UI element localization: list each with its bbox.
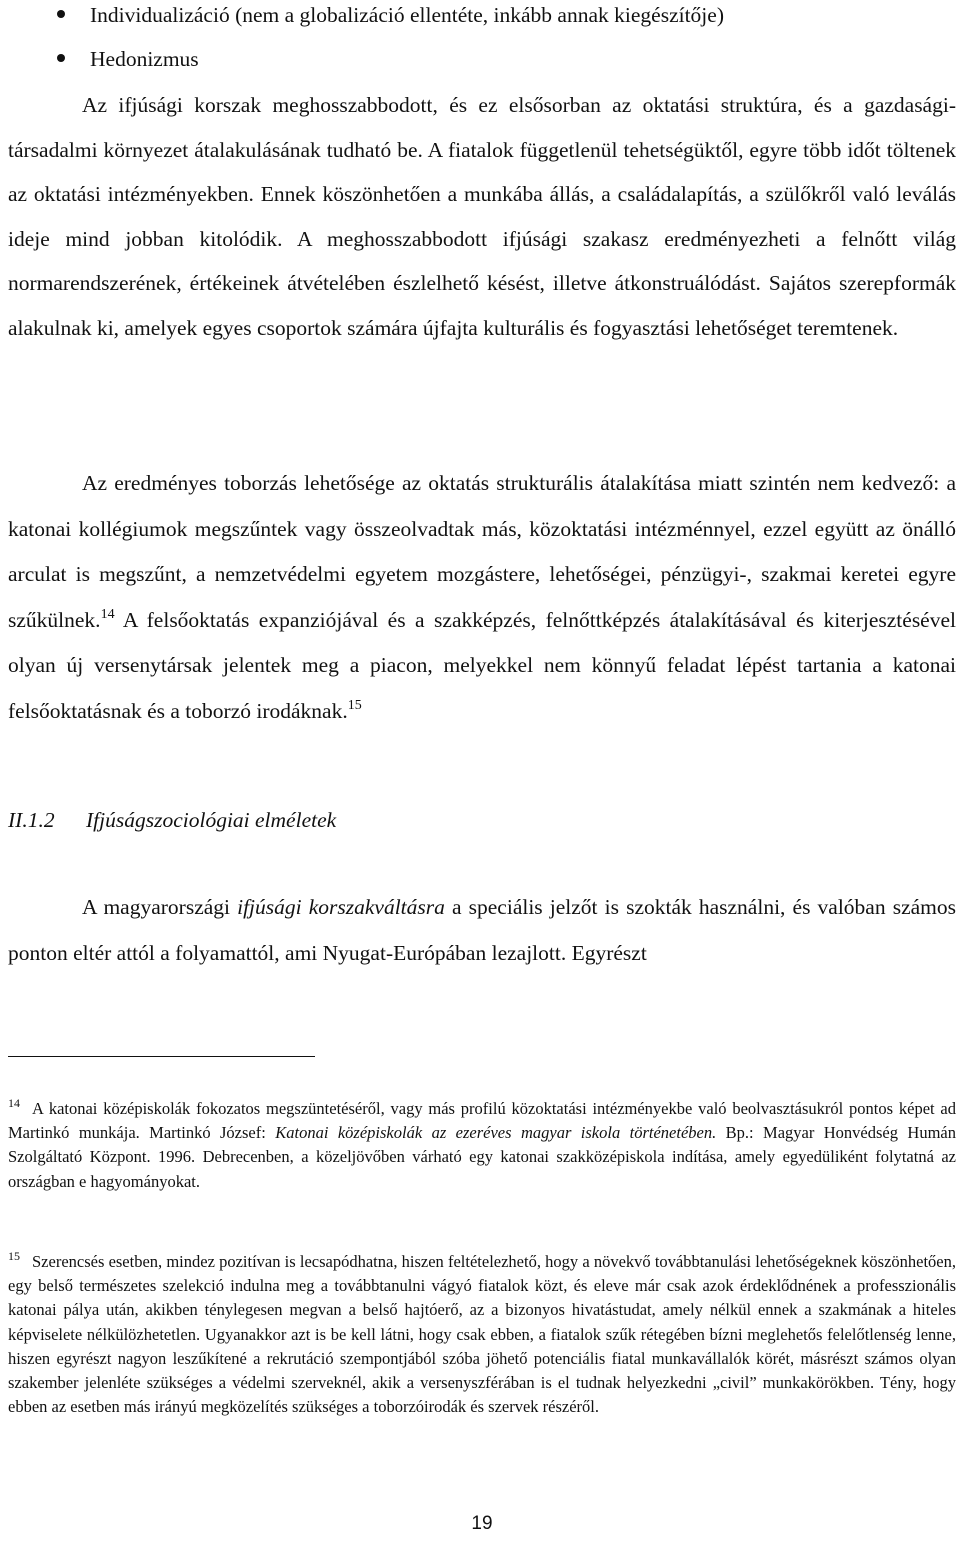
bullet-list <box>8 0 724 88</box>
bullet-item-hedonism <box>8 44 724 88</box>
section-heading <box>8 808 336 833</box>
footnote-separator <box>8 1056 315 1057</box>
bullet-dot-icon <box>57 54 65 62</box>
paragraph-text: A magyarországi <box>82 895 238 919</box>
footnote-reference-14[interactable]: 14 <box>100 606 115 622</box>
footnote-15 <box>8 1250 956 1419</box>
paragraph-text: A felsőoktatás expanziójával és a szakképzés, felnőttképzés átalakításával és kiterjesztésével olyan új versenytársak jelentek meg a piacon, melyekkel nem könnyű feladat lépést tartania a katonai felsőoktatásnak és a toborzó irodáknak. <box>8 607 956 723</box>
bullet-text: Individualizáció (nem a globalizáció ellentéte, inkább annak kiegészítője) <box>90 3 724 27</box>
bullet-text: Hedonizmus <box>90 47 199 71</box>
footnote-mark: 15 <box>8 1249 20 1263</box>
footnote-14 <box>8 1097 956 1194</box>
footnote-text: A katonai középiskolák fokozatos megszüntetéséről, vagy más profilú közoktatási intézményekbe való beolvasztásukról pontos képet ad Martinkó munkája. Martinkó József: <box>8 1099 956 1143</box>
footnote-text: Bp.: Magyar Honvédség Humán Szolgáltató Központ. 1996. Debrecenben, a közeljövőben várható egy katonai szakközépiskola indítása, amely egyedüliként folytatná az országban e hagyományokat. <box>8 1123 956 1191</box>
paragraph-text: a speciális jelzőt is szokták használni, és valóban számos ponton eltér attól a folyamattól, ami Nyugat-Európában lezajlott. Egyrészt <box>8 895 956 965</box>
paragraph-text: Az eredményes toborzás lehetősége az oktatás strukturális átalakítása miatt szintén nem kedvező: a katonai kollégiumok megszűntek vagy összeolvadtak más, közoktatási intézménnyel, ezzel együtt az önálló arculat is megszűnt, a nemzetvédelmi egyetem mozgástere, lehetőségei, pénzügyi-, szakmai keretei egyre szűkülnek. <box>8 471 956 632</box>
paragraph-recruitment <box>8 461 956 734</box>
bullet-dot-icon <box>57 10 65 18</box>
section-number: II.1.2 <box>8 808 55 832</box>
emphasized-term: ifjúsági korszakváltásra <box>237 895 445 919</box>
bullet-item-individualization <box>8 0 724 44</box>
section-title: Ifjúságszociológiai elméletek <box>86 808 337 832</box>
footnote-mark: 14 <box>8 1096 20 1110</box>
footnote-text: Szerencsés esetben, mindez pozitívan is lecsapódhatna, hiszen feltételezhető, hogy a növekvő továbbtanulási lehetőségeknek köszönhetően, egy belső természetes szelekció indulna meg a továbbtanulni vágyó fiatalok közt, és eleve már csak azok érdeklődnének a professzionális katonai pálya után, akikben ténylegesen megvan a belső hajtóerő, az a bizonyos hivatástudat, amely nélkül ennek a szakmának a hiteles képviselete nélkülözhetetlen. Ugyanakkor azt is be kell látni, hogy csak ebben, a fiatalok szűk rétegében bízni meglehetős felelőtlenség lenne, hiszen egyrészt nagyon leszűkítené a rekrutáció szempontjából szóba jöhető potenciális fiatal munkavállalók körét, másrészt számos olyan szakember jelenléte szükséges a védelmi szerveknél, akik a versenyszférában is el tudnak helyezkedni „civil” munkakörökben. Tény, hogy ebben az esetben más irányú megközelítés szükséges a toborzóirodák és szervek részéről. <box>8 1252 956 1417</box>
paragraph-youth-period: Az ifjúsági korszak meghosszabbodott, és ez elsősorban az oktatási struktúra, és a gazdasági-társadalmi környezet átalakulásának tudható be. A fiatalok függetlenül tehetségüktől, egyre több időt töltenek az oktatási intézményekben. Ennek köszönhetően a munkába állás, a családalapítás, a szülőkről való leválás ideje mind jobban kitolódik. A meghosszabbodott ifjúsági szakasz eredményezheti a felnőtt világ normarendszerének, értékeinek átvételében észlelhető késést, illetve átkonstruálódást. Sajátos szerepformák alakulnak ki, amelyek egyes csoportok számára újfajta kulturális és fogyasztási lehetőséget teremtenek. <box>8 93 956 340</box>
footnote-book-title: Katonai középiskolák az ezeréves magyar iskola történetében. <box>275 1123 717 1143</box>
footnote-reference-15[interactable]: 15 <box>347 697 362 713</box>
paragraph-hungarian-transition <box>8 885 956 976</box>
page-number: 19 <box>471 1513 493 1534</box>
